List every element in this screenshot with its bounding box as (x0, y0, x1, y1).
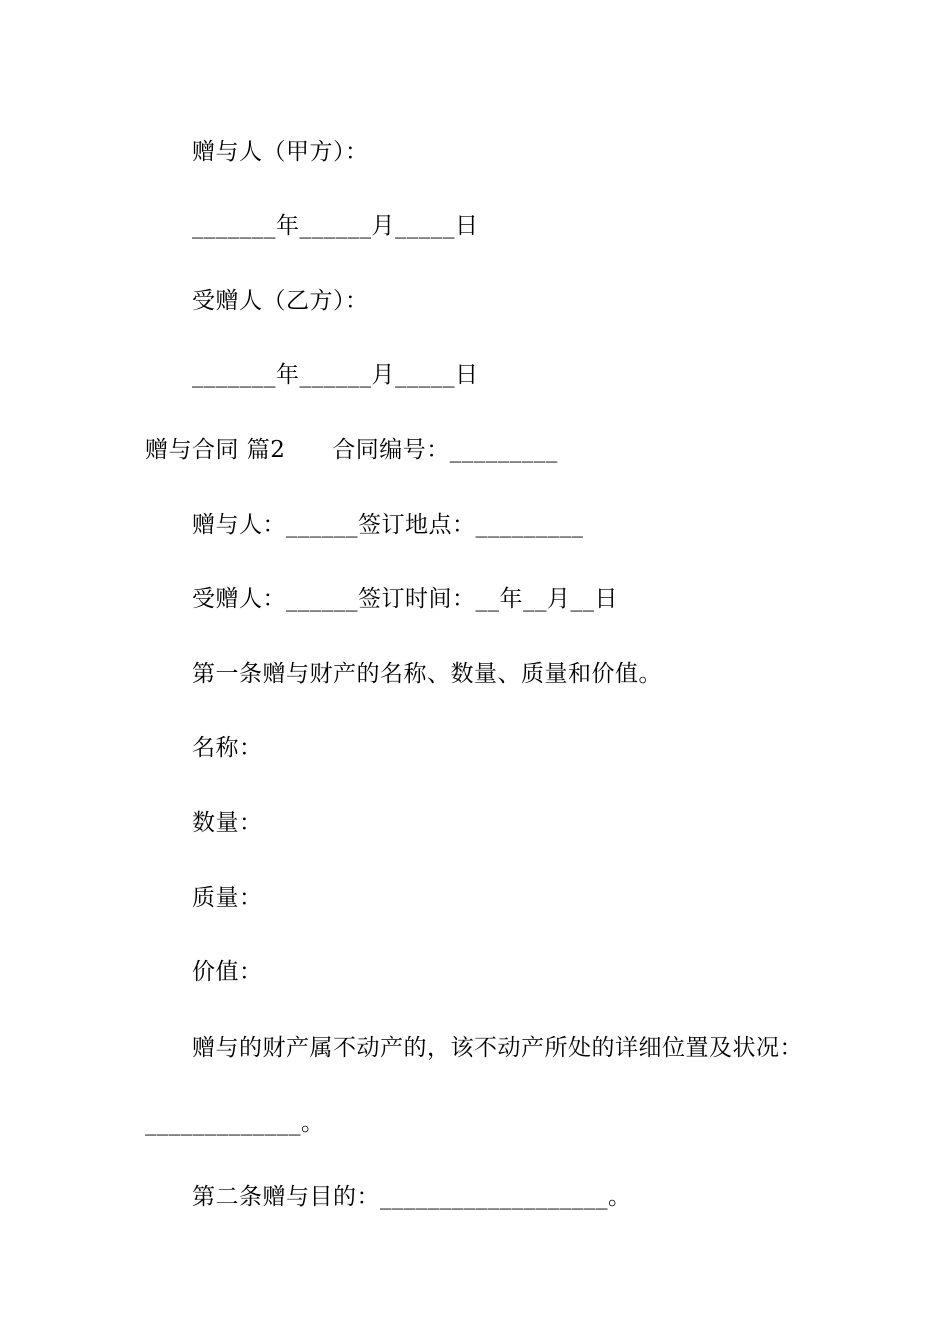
property-quality-label: 质量： (192, 885, 263, 911)
donee-signing-time-line: 受赠人：______签订时间：__年__月__日 (192, 586, 618, 612)
donor-date-line: _______年______月_____日 (192, 213, 479, 239)
donee-party-b-label: 受赠人（乙方）： (192, 288, 369, 314)
real-estate-location-text: 赠与的财产属不动产的，该不动产所处的详细位置及状况： (192, 1035, 803, 1061)
contract-title-and-number: 赠与合同 篇2 合同编号：_________ (145, 437, 558, 463)
property-quantity-label: 数量： (192, 810, 263, 836)
donor-signing-place-line: 赠与人：______签订地点：_________ (192, 512, 584, 538)
article-two-purpose-line: 第二条赠与目的：___________________。 (192, 1184, 632, 1210)
property-name-label: 名称： (192, 735, 263, 761)
donor-party-a-label: 赠与人（甲方）： (192, 139, 369, 165)
article-one-heading: 第一条赠与财产的名称、数量、质量和价值。 (192, 661, 662, 687)
real-estate-location-blank: _____________。 (145, 1110, 325, 1136)
property-value-label: 价值： (192, 959, 263, 985)
donee-date-line: _______年______月_____日 (192, 362, 479, 388)
